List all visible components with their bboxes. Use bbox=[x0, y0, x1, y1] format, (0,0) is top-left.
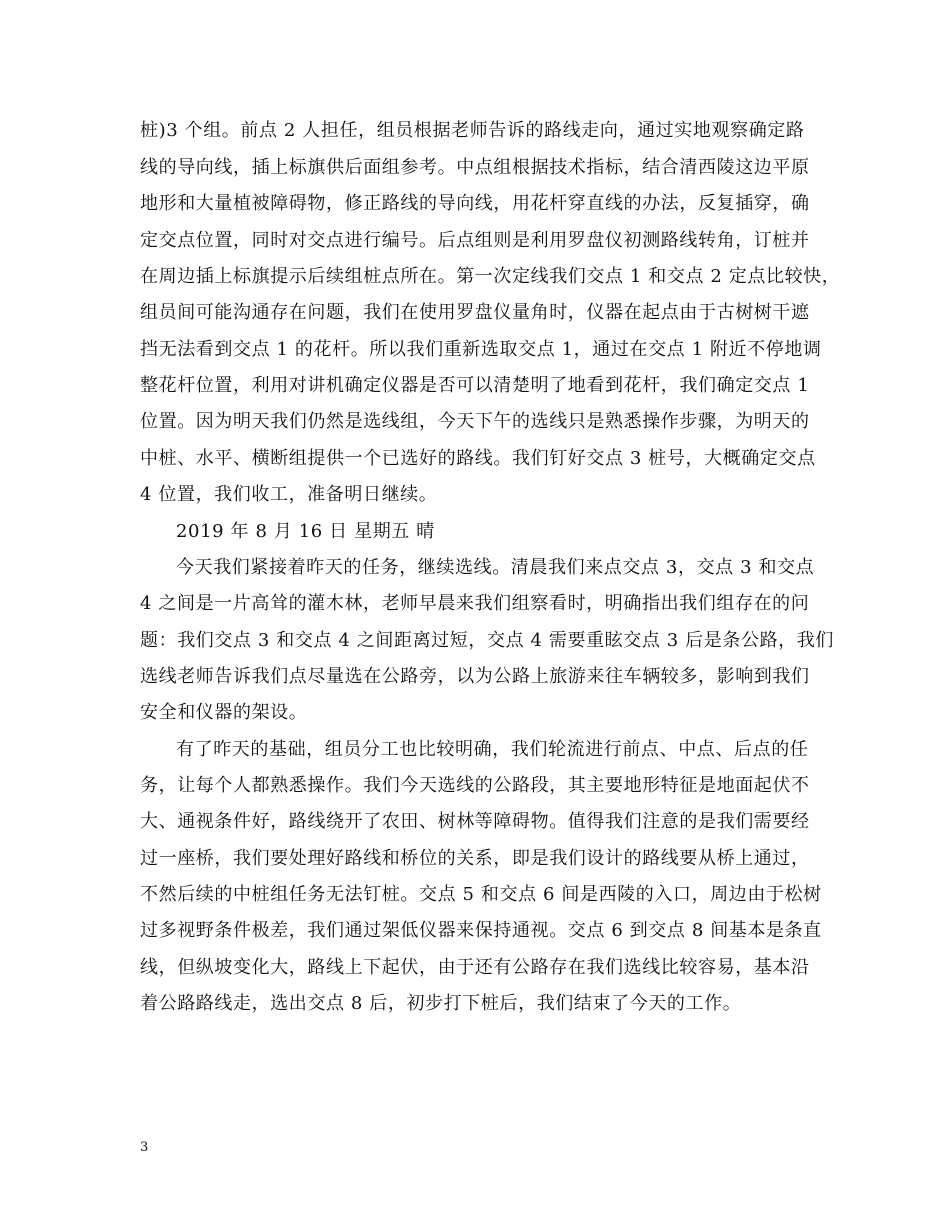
text-line: 选线老师告诉我们点尽量选在公路旁，以为公路上旅游来往车辆较多，影响到我们 bbox=[140, 666, 810, 687]
text-line: 中桩、水平、横断组提供一个已选好的路线。我们钉好交点 3 桩号，大概确定交点 bbox=[140, 448, 816, 469]
text-line: 过一座桥，我们要处理好路线和桥位的关系，即是我们设计的路线要从桥上通过， bbox=[140, 848, 810, 869]
text-line: 不然后续的中桩组任务无法钉桩。交点 5 和交点 6 间是西陵的入口，周边由于松树 bbox=[140, 884, 822, 905]
text-line: 桩)3 个组。前点 2 人担任，组员根据老师告诉的路线走向，通过实地观察确定路 bbox=[140, 120, 805, 141]
text-line: 4 位置，我们收工，准备明日继续。 bbox=[140, 484, 438, 505]
text-line: 今天我们紧接着昨天的任务，继续选线。清晨我们来点交点 3，交点 3 和交点 bbox=[176, 557, 815, 578]
text-line: 在周边插上标旗提示后续组桩点所在。第一次定线我们交点 1 和交点 2 定点比较快， bbox=[140, 266, 841, 287]
text-line: 地形和大量植被障碍物，修正路线的导向线，用花杆穿直线的办法，反复插穿，确 bbox=[140, 193, 810, 214]
text-line: 整花杆位置，利用对讲机确定仪器是否可以清楚明了地看到花杆，我们确定交点 1 bbox=[140, 375, 810, 396]
text-line: 4 之间是一片高耸的灌木林，老师早晨来我们组察看时，明确指出我们组存在的问 bbox=[140, 593, 810, 614]
date-heading: 2019 年 8 月 16 日 星期五 晴 bbox=[176, 521, 435, 542]
text-line: 大、通视条件好，路线绕开了农田、树林等障碍物。值得我们注意的是我们需要经 bbox=[140, 811, 810, 832]
text-line: 安全和仪器的架设。 bbox=[140, 702, 308, 723]
text-line: 位置。因为明天我们仍然是选线组，今天下午的选线只是熟悉操作步骤，为明天的 bbox=[140, 411, 810, 432]
text-line: 线的导向线，插上标旗供后面组参考。中点组根据技术指标，结合清西陵这边平原 bbox=[140, 157, 810, 178]
text-line: 务，让每个人都熟悉操作。我们今天选线的公路段，其主要地形特征是地面起伏不 bbox=[140, 775, 810, 796]
text-line: 组员间可能沟通存在问题，我们在使用罗盘仪量角时，仪器在起点由于古树树干遮 bbox=[140, 302, 810, 323]
text-line: 线，但纵坡变化大，路线上下起伏，由于还有公路存在我们选线比较容易，基本沿 bbox=[140, 957, 810, 978]
text-line: 有了昨天的基础，组员分工也比较明确，我们轮流进行前点、中点、后点的任 bbox=[176, 739, 809, 760]
text-line: 题：我们交点 3 和交点 4 之间距离过短，交点 4 需要重眩交点 3 后是条公路，我们 bbox=[140, 630, 834, 651]
text-line: 过多视野条件极差，我们通过架低仪器来保持通视。交点 6 到交点 8 间基本是条直 bbox=[140, 920, 822, 941]
page-number: 3 bbox=[140, 1140, 149, 1155]
text-line: 挡无法看到交点 1 的花杆。所以我们重新选取交点 1，通过在交点 1 附近不停地调 bbox=[140, 339, 822, 360]
text-line: 定交点位置，同时对交点进行编号。后点组则是利用罗盘仪初测路线转角，订桩并 bbox=[140, 230, 810, 251]
text-line: 着公路路线走，选出交点 8 后，初步打下桩后，我们结束了今天的工作。 bbox=[140, 993, 742, 1014]
